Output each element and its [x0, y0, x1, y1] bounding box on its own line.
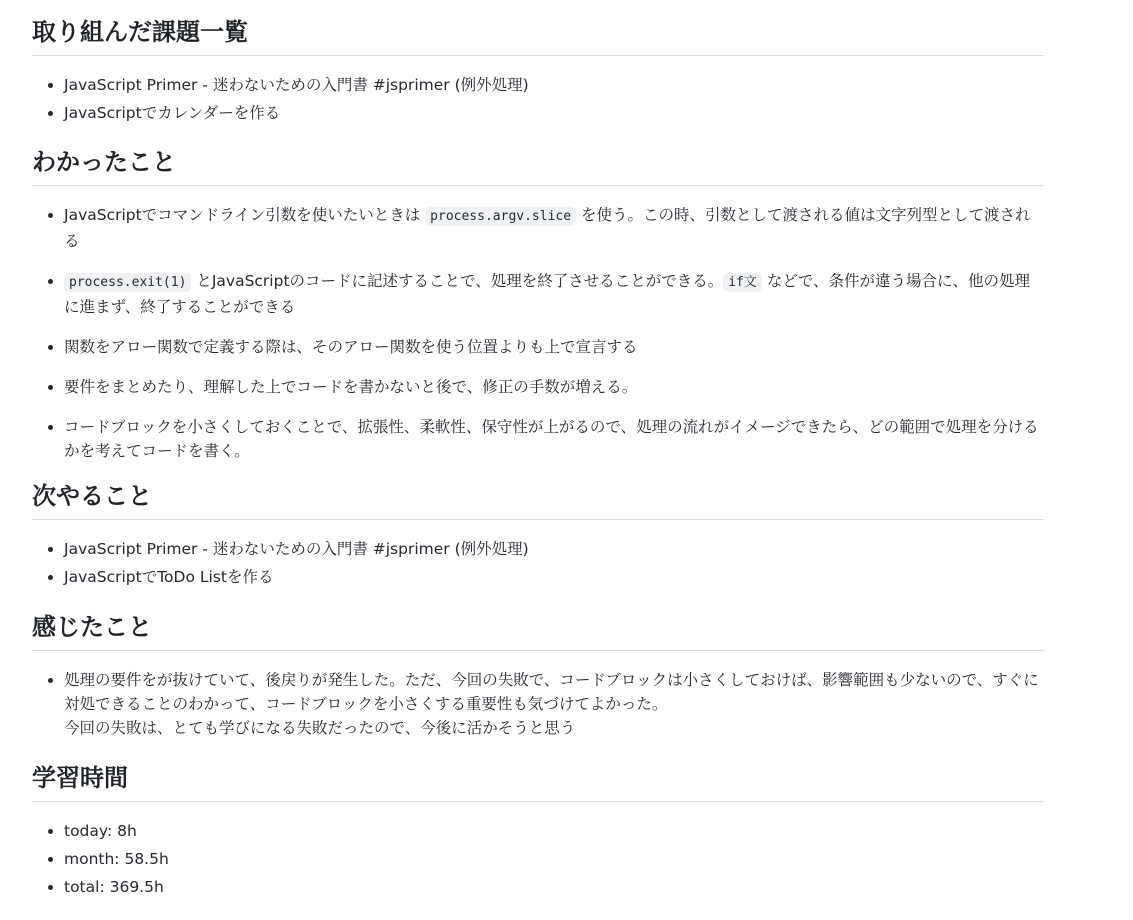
list-item: • コードブロックを小さくしておくことで、拡張性、柔軟性、保守性が上がるので、処理の流れがイメージできたら、どの範囲で処理を分けるかを考えてコードを書く。 — [64, 415, 1044, 463]
list-item: • JavaScriptでカレンダーを作る — [64, 101, 1044, 125]
learned-list — [32, 203, 1044, 463]
inline-code: process.exit(1) — [64, 273, 191, 292]
inline-code: if文 — [723, 273, 762, 292]
item-text: を使う。この時、引数として渡される値は文字列型として渡される — [64, 206, 1031, 250]
list-item — [64, 668, 1044, 740]
item-text: 処理の要件をが抜けていて、後戻りが発生した。ただ、今回の失敗で、コードブロックは小さくしておけば、影響範囲も少ないので、すぐに対処できることのわかって、コードブロックを小さくする重要性も気づけてよかった。 — [64, 671, 1039, 713]
section-heading-learned: わかったこと — [32, 147, 1044, 186]
list-item: • 関数をアロー関数で定義する際は、そのアロー関数を使う位置よりも上で宣言する — [64, 335, 1044, 359]
next-list — [32, 537, 1044, 589]
item-text: 今回の失敗は、とても学びになる失敗だったので、今後に活かそうと思う — [64, 719, 576, 737]
list-item: • 要件をまとめたり、理解した上でコードを書かないと後で、修正の手数が増える。 — [64, 375, 1044, 399]
section-study-time — [32, 763, 1044, 903]
section-heading-tasks: 取り組んだ課題一覧 — [32, 17, 1044, 56]
study-time-list — [32, 819, 1044, 899]
section-next — [32, 481, 1044, 593]
item-text: とJavaScriptのコードに記述することで、処理を終了させることができる。 — [191, 272, 724, 290]
list-item: • JavaScript Primer - 迷わないための入門書 #jsprimer (例外処理) — [64, 73, 1044, 97]
section-learned — [32, 147, 1044, 479]
feelings-list — [32, 668, 1044, 740]
section-heading-feelings: 感じたこと — [32, 612, 1044, 651]
item-text: などで、条件が違う場合に、他の処理に進まず、終了することができる — [64, 272, 1031, 316]
list-item — [64, 269, 1044, 319]
task-list — [32, 73, 1044, 125]
section-heading-next: 次やること — [32, 481, 1044, 520]
section-feelings — [32, 612, 1044, 740]
item-text: JavaScriptでコマンドライン引数を使いたいときは — [64, 206, 426, 224]
section-heading-study-time: 学習時間 — [32, 763, 1044, 802]
list-item: • JavaScript Primer - 迷わないための入門書 #jsprimer (例外処理) — [64, 537, 1044, 561]
section-tasks — [32, 17, 1044, 129]
inline-code: process.argv.slice — [425, 207, 576, 226]
list-item: • today: 8h — [64, 819, 1044, 843]
list-item: • JavaScriptでToDo Listを作る — [64, 565, 1044, 589]
list-item: • month: 58.5h — [64, 847, 1044, 871]
list-item — [64, 203, 1044, 253]
list-item: • total: 369.5h — [64, 875, 1044, 899]
